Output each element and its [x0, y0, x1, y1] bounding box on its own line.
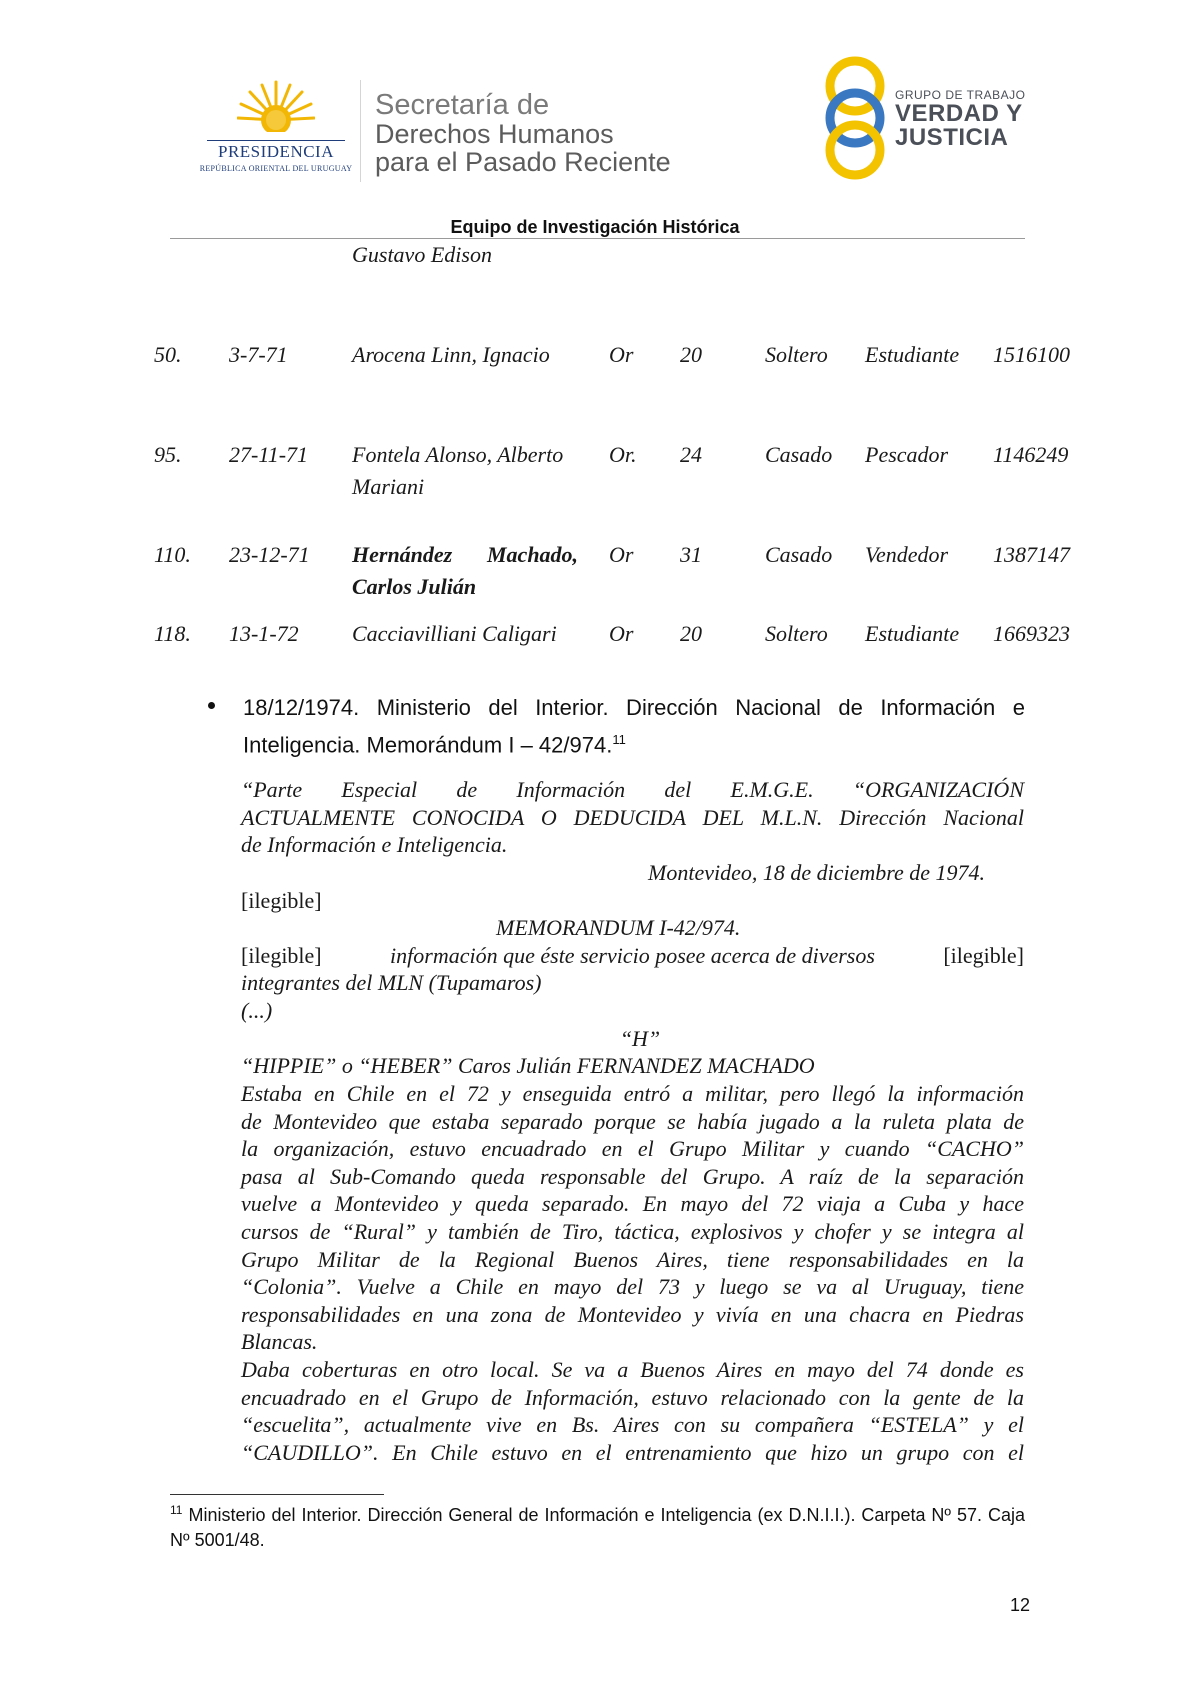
- row-age: 20: [680, 342, 702, 367]
- presidencia-rule: [207, 140, 345, 141]
- quote-section-letter: “H”: [619, 1026, 661, 1051]
- verdad-label: VERDAD Y: [895, 100, 1023, 127]
- quote-paragraph-line: Estaba en Chile en el 72 y enseguida entró a militar, pero llegó la información: [241, 1081, 1024, 1106]
- sun-emblem-icon: [237, 80, 315, 140]
- secretaria-title: [375, 90, 671, 176]
- secretaria-line-1: Secretaría de: [375, 89, 550, 121]
- footnote-ref: 11: [612, 732, 626, 747]
- row-id: 1387147: [993, 542, 1070, 567]
- row-status: Casado: [765, 542, 833, 567]
- footnote: [170, 1498, 1025, 1553]
- row-status: Soltero: [765, 342, 828, 367]
- row-name: Cacciavilliani Caligari: [352, 621, 557, 646]
- quote-paragraph-line: Blancas.: [241, 1329, 318, 1354]
- quote-alias: “HIPPIE” o “HEBER” Caros Julián FERNANDEZ MACHADO: [241, 1053, 815, 1078]
- quote-paragraph-line: de Montevideo que estaba separado porque se había jugado a la ruleta plata de: [241, 1109, 1024, 1134]
- row-age: 31: [680, 542, 702, 567]
- quote-line-8: integrantes del MLN (Tupamaros): [241, 970, 542, 995]
- row-date: 27-11-71: [229, 442, 309, 467]
- footnote-text: Ministerio del Interior. Dirección General de Información e Inteligencia (ex D.N.I.I.). Carpeta Nº 57. Caja Nº 5001/48.: [170, 1505, 1025, 1550]
- row-origin: Or: [609, 621, 634, 646]
- quote-paragraph-line: “escuelita”, actualmente vive en Bs. Aires con su compañera “ESTELA” y el: [241, 1412, 1024, 1437]
- quote-line-1: “Parte Especial de Información del E.M.G.E. “ORGANIZACIÓN: [241, 777, 1024, 802]
- quote-line-7-text: información que éste servicio posee acerca de diversos: [390, 943, 875, 968]
- row-number: 118.: [154, 621, 191, 646]
- footnote-number: 11: [170, 1503, 183, 1517]
- row-id: 1669323: [993, 621, 1070, 646]
- secretaria-line-2: Derechos Humanos: [375, 119, 614, 149]
- team-title: Equipo de Investigación Histórica: [450, 217, 740, 237]
- quote-illegible-b: [ilegible]: [943, 943, 1024, 968]
- presidencia-logo: [197, 80, 355, 180]
- quote-place-date: Montevideo, 18 de diciembre de 1974.: [648, 860, 986, 885]
- row-status: Soltero: [765, 621, 828, 646]
- row-origin: Or: [609, 542, 634, 567]
- row-origin: Or: [609, 342, 634, 367]
- row-age: 20: [680, 621, 702, 646]
- row-date: 23-12-71: [229, 542, 310, 567]
- row-origin: Or.: [609, 442, 637, 467]
- bullet-item: [243, 692, 1025, 761]
- quote-paragraph-line: responsabilidades en una zona de Montevideo y vivía en una chacra en Piedras: [241, 1302, 1024, 1327]
- row-date: 13-1-72: [229, 621, 299, 646]
- row-number: 110.: [154, 542, 191, 567]
- quote-illegible: [ilegible]: [241, 888, 322, 913]
- quote-paragraph-line: cursos de “Rural” y también de Tiro, táctica, explosivos y chofer y se integra al: [241, 1219, 1024, 1244]
- presidencia-subtitle: REPÚBLICA ORIENTAL DEL URUGUAY: [199, 164, 353, 173]
- row-name-part-2: Machado,: [487, 542, 579, 567]
- quote-ellipsis: (...): [241, 998, 273, 1023]
- quote-paragraph-line: pasa al Sub-Comando queda responsable del Grupo. A raíz de la separación: [241, 1164, 1024, 1189]
- presidencia-label: PRESIDENCIA: [217, 142, 334, 161]
- row-status: Casado: [765, 442, 833, 467]
- quote-line-7: [241, 942, 1024, 970]
- row-name: Arocena Linn, Ignacio: [352, 342, 550, 367]
- row-occupation: Estudiante: [865, 621, 960, 646]
- secretaria-line-3: para el Pasado Reciente: [375, 147, 671, 177]
- quote-memo: MEMORANDUM I-42/974.: [496, 915, 741, 940]
- row-date: 3-7-71: [229, 342, 288, 367]
- quote-paragraph-line: encuadrado en el Grupo de Información, estuvo relacionado con la gente de la: [241, 1385, 1024, 1410]
- footnote-rule: [170, 1494, 384, 1495]
- row-name-part-1: Hernández: [352, 542, 453, 567]
- rings-emblem-icon: [820, 56, 890, 180]
- quote-illegible-a: [ilegible]: [241, 943, 322, 968]
- quote-paragraph-line: “Colonia”. Vuelve a Chile en mayo del 73 y luego se va al Uruguay, tiene: [241, 1274, 1024, 1299]
- row-occupation: Vendedor: [865, 542, 949, 567]
- grupo-de-trabajo-label: GRUPO DE TRABAJO: [895, 88, 1026, 102]
- row-occupation: Estudiante: [865, 342, 960, 367]
- quote-paragraph-line: Grupo Militar de la Regional Buenos Aires, tiene responsabilidades en la: [241, 1247, 1024, 1272]
- row-number: 50.: [154, 342, 182, 367]
- row-id: 1146249: [993, 442, 1069, 467]
- page-number: 12: [1009, 1595, 1030, 1615]
- row-name-part-3: Carlos Julián: [352, 574, 477, 599]
- row-occupation: Pescador: [865, 442, 949, 467]
- quote-paragraph-line: la organización, estuvo encuadrado en el Grupo Militar y cuando “CACHO”: [241, 1136, 1024, 1161]
- row-name: Fontela Alonso, Alberto Mariani: [352, 442, 564, 499]
- name-continuation: Gustavo Edison: [352, 242, 492, 267]
- quote-paragraph-line: vuelve a Montevideo y queda separado. En mayo del 72 viaja a Cuba y hace: [241, 1191, 1024, 1216]
- justicia-label: JUSTICIA: [895, 124, 1009, 151]
- row-id: 1516100: [993, 342, 1070, 367]
- header-rule: [170, 238, 1025, 239]
- row-number: 95.: [154, 442, 182, 467]
- row-age: 24: [680, 442, 702, 467]
- header-divider: [360, 80, 361, 182]
- bullet-text: 18/12/1974. Ministerio del Interior. Dirección Nacional de Información e Inteligencia. Memorándum I – 42/974.: [243, 695, 1025, 758]
- verdad-justicia-text: [895, 88, 1025, 150]
- bullet-icon: [208, 702, 215, 709]
- quote-line-3: de Información e Inteligencia.: [241, 832, 508, 857]
- quote-line-2: ACTUALMENTE CONOCIDA O DEDUCIDA DEL M.L.N. Dirección Nacional: [241, 805, 1024, 830]
- quote-paragraph-line: Daba coberturas en otro local. Se va a Buenos Aires en mayo del 74 donde es: [241, 1357, 1024, 1382]
- quote-paragraph-line: “CAUDILLO”. En Chile estuvo en el entrenamiento que hizo un grupo con el: [241, 1440, 1024, 1465]
